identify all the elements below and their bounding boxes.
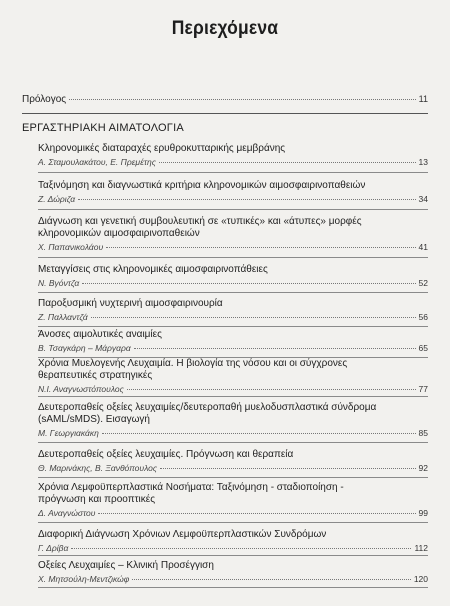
divider (38, 477, 428, 478)
page-number: 65 (418, 343, 428, 353)
dot-leader (82, 283, 415, 284)
page-number: 85 (418, 428, 428, 438)
section-heading: ΕΡΓΑΣΤΗΡΙΑΚΗ ΑΙΜΑΤΟΛΟΓΙΑ (22, 122, 184, 134)
dot-leader (106, 247, 415, 248)
dot-leader (127, 389, 416, 390)
entry-authors: Α. Σταμουλακάτου, Ε. Πρεμέτης (38, 157, 156, 167)
entry-authors: Θ. Μαρινάκης, Β. Ξανθόπουλος (38, 463, 157, 473)
dot-leader (78, 199, 415, 200)
divider (38, 522, 428, 523)
entry-title: Διαφορική Διάγνωση Χρόνιων Λεμφοϋπερπλαστικών Συνδρόμων (38, 529, 327, 540)
entry-title: Οξείες Λευχαιμίες – Κλινική Προσέγγιση (38, 560, 214, 571)
toc-entry[interactable] (38, 298, 428, 322)
divider (38, 326, 428, 327)
toc-entry[interactable] (38, 560, 428, 584)
entry-title: Δευτεροπαθείς οξείες λευχαιμίες. Πρόγνωση και θεραπεία (38, 449, 294, 460)
entry-title: Άνοσες αιμολυτικές αναιμίες (38, 329, 162, 340)
page-number: 13 (418, 157, 428, 167)
toc-entry[interactable] (38, 529, 428, 553)
entry-title: Ταξινόμηση και διαγνωστικά κριτήρια κληρονομικών αιμοσφαιρινοπαθειών (38, 180, 366, 191)
divider (38, 555, 428, 556)
entry-title: Χρόνια Λεμφοϋπερπλαστικά Νοσήματα: Ταξινόμηση - σταδιοποίηση - πρόγνωση και προοπτικές (38, 482, 344, 505)
entry-authors: Ζ. Παλλαντζά (38, 312, 88, 322)
divider (22, 113, 428, 114)
toc-entry-prologue[interactable] (22, 94, 428, 105)
entry-authors: Ν. Βγόντζα (38, 278, 80, 288)
entry-title: Χρόνια Μυελογενής Λευχαιμία. Η βιολογία της νόσου και οι σύγχρονες θεραπευτικές στρατηγικές (38, 358, 348, 381)
page-number: 99 (418, 508, 428, 518)
toc-entry[interactable] (38, 358, 428, 394)
entry-authors: Γ. Δρίβα (38, 543, 69, 553)
toc-entry[interactable] (38, 482, 428, 518)
page-number: 92 (418, 463, 428, 473)
divider (38, 396, 428, 397)
toc-entry[interactable] (38, 216, 428, 252)
toc-entry[interactable] (38, 180, 428, 204)
page-number: 112 (414, 543, 428, 553)
page-number: 41 (418, 242, 428, 252)
toc-entry[interactable] (38, 264, 428, 288)
entry-authors: Ν.Ι. Αναγνωστόπουλος (38, 384, 124, 394)
dot-leader (102, 433, 416, 434)
page-title: Περιεχόμενα (171, 18, 279, 39)
entry-authors: Δ. Αναγνώστου (38, 508, 96, 518)
page-number: 11 (418, 94, 428, 104)
divider (38, 209, 428, 210)
dot-leader (132, 579, 411, 580)
toc-entry[interactable] (38, 143, 428, 167)
entry-title: Μεταγγίσεις στις κληρονομικές αιμοσφαιρινοπάθειες (38, 264, 268, 275)
page-number: 34 (418, 194, 428, 204)
page-number: 77 (418, 384, 428, 394)
entry-title: Δευτεροπαθείς οξείες λευχαιμίες/δευτεροπαθή μυελοδυσπλαστικά σύνδρομα (sAML/sMDS). Εισαγωγή (38, 402, 377, 425)
entry-authors: Μ. Γεωργιακάκη (38, 428, 99, 438)
toc-entry[interactable] (38, 449, 428, 473)
dot-leader (98, 513, 415, 514)
toc-entry[interactable] (38, 402, 428, 438)
entry-authors: Χ. Μητσούλη-Μεντζικώφ (38, 574, 130, 584)
prologue-label: Πρόλογος (22, 94, 67, 105)
page-number: 56 (418, 312, 428, 322)
entry-title: Διάγνωση και γενετική συμβουλευτική σε «τυπικές» και «άτυπες» μορφές κληρονομικών αιμοσφαιρινοπαθειών (38, 216, 362, 239)
divider (38, 292, 428, 293)
divider (38, 172, 428, 173)
dot-leader (71, 548, 411, 549)
divider (38, 257, 428, 258)
entry-authors: Χ. Παπανικολάου (38, 242, 104, 252)
dot-leader (160, 468, 416, 469)
dot-leader (91, 317, 416, 318)
dot-leader (159, 162, 416, 163)
page-number: 52 (418, 278, 428, 288)
entry-authors: Ζ. Δώριζα (38, 194, 76, 204)
dot-leader (69, 99, 416, 100)
page-number: 120 (413, 574, 428, 584)
divider (38, 442, 428, 443)
entry-title: Κληρονομικές διαταραχές ερυθροκυτταρικής μεμβράνης (38, 143, 286, 154)
toc-entry[interactable] (38, 329, 428, 353)
entry-authors: Β. Τσαγκάρη – Μάργαρα (38, 343, 131, 353)
divider (38, 587, 428, 588)
dot-leader (134, 348, 416, 349)
entry-title: Παροξυσμική νυχτερινή αιμοσφαιρινουρία (38, 298, 223, 309)
